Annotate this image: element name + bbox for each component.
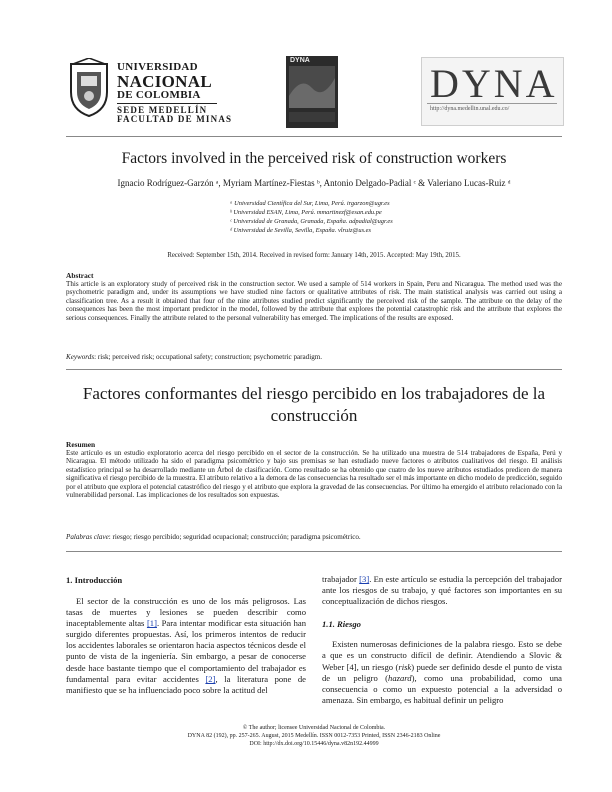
affiliation-d: ᵈ Universidad de Sevilla, Sevilla, España. vlruiz@us.es bbox=[230, 227, 371, 234]
university-line2: NACIONAL bbox=[117, 72, 212, 91]
abstract-heading: Abstract bbox=[66, 271, 94, 280]
footer-license: © The author; licensee Universidad Nacional de Colombia. bbox=[242, 725, 386, 731]
intro-text-c: , la literatura pone de manifiesto que se ha influenciado poco sobre la actitud del bbox=[66, 673, 306, 695]
university-name bbox=[117, 62, 232, 124]
reference-link-1[interactable]: [1] bbox=[146, 618, 157, 629]
left-column bbox=[66, 596, 306, 696]
riesgo-term-risk: risk bbox=[398, 661, 412, 672]
section-1-heading: 1. Introducción bbox=[66, 575, 123, 585]
right-column bbox=[322, 574, 562, 706]
university-line3: DE COLOMBIA bbox=[117, 89, 201, 101]
journal-cover-image bbox=[286, 56, 338, 128]
palabras-text: : riesgo; riesgo percibido; seguridad ocupacional; construcción; paradigma psicométrico. bbox=[108, 533, 361, 541]
riesgo-text-a: Existen numerosas definiciones de la palabra riesgo. Esto se debe a que es un constructo difícil de definir. Atendiendo a Slovic & Weber [4], un riesgo ( bbox=[322, 639, 562, 672]
resumen-heading: Resumen bbox=[66, 440, 96, 449]
header-divider bbox=[66, 136, 562, 137]
journal-cover-art bbox=[286, 56, 338, 128]
footer-citation: DYNA 82 (192), pp. 257-265. August, 2015 Medellín. ISSN 0012-7353 Printed, ISSN 2346-2183 Online bbox=[187, 733, 441, 739]
keywords-text: : risk; perceived risk; occupational safety; construction; psychometric paradigm. bbox=[94, 353, 323, 361]
university-crest-logo bbox=[67, 58, 111, 118]
author-list: Ignacio Rodríguez-Garzón ᵃ, Myriam Martínez-Fiestas ᵇ, Antonio Delgado-Padial ᶜ & Valeriano Lucas-Ruiz ᵈ bbox=[117, 178, 511, 188]
continuation-text-a: trabajador bbox=[322, 574, 360, 584]
article-title-es: Factores conformantes del riesgo percibido en los trabajadores de la construcción bbox=[82, 384, 546, 425]
journal-logo: DYNA bbox=[430, 61, 558, 106]
intro-text-b: . Para intentar modificar esta situación han surgido diferentes propuestas. Así, los primeros intentos de reducir los accidentes laborales se orientaron hacia aspectos técnicos desde el punto de vista de la ingeniería. Sin embargo, a pesar de conocerse desde hace bastante tiempo que el comportamiento del trabajador es fundamental para evitar accidentes bbox=[66, 618, 306, 684]
riesgo-text-b: ) puede ser definido desde el punto de vista de un peligro ( bbox=[322, 661, 562, 683]
reference-link-2[interactable]: [2] bbox=[205, 673, 216, 684]
riesgo-term-hazard: hazard bbox=[388, 672, 412, 683]
affiliation-b: ᵇ Universidad ESAN, Lima, Perú. mmartinezf@esan.edu.pe bbox=[230, 209, 382, 216]
subsection-heading: 1.1. Riesgo bbox=[322, 619, 361, 630]
journal-cover-title: DYNA bbox=[290, 57, 310, 64]
affiliation-c: ᶜ Universidad de Granada, Granada, España. adpadial@ugr.es bbox=[230, 218, 393, 225]
university-line1: UNIVERSIDAD bbox=[117, 61, 198, 73]
intro-text-a: El sector de la construcción es uno de los más peligrosos. Las tasas de muertes y lesiones se pueden describir como inaceptablemente altas bbox=[66, 596, 306, 629]
affiliation-a: ᵃ Universidad Científica del Sur, Lima, Perú. irgarzon@ugr.es bbox=[230, 200, 390, 207]
palabras-clave bbox=[66, 533, 562, 541]
university-line4: SEDE MEDELLÍN bbox=[117, 105, 208, 115]
journal-url[interactable]: http://dyna.medellin.unal.edu.co/ bbox=[430, 106, 510, 112]
keywords-label: Keywords bbox=[66, 353, 95, 361]
intro-continuation bbox=[322, 574, 562, 607]
continuation-text-b: . En este artículo se estudia la percepción del trabajador ante los riesgos de su trabajo, y qué factores son importantes en su conceptualización de dichos riesgos. bbox=[322, 574, 563, 607]
received-dates: Received: September 15th, 2014. Received in revised form: January 14th, 2015. Accepted: May 19th, 2015. bbox=[167, 252, 461, 259]
resumen-text: Este artículo es un estudio exploratorio acerca del riesgo percibido en el sector de la construcción. Se ha utilizado una muestra de 514 trabajadores de España, Perú y Nicaragua. El método utilizado ha sido el paradigma psicométrico y bajo sus premisas se han estudiado nueve factores o atributos cualitativos del riesgo. El análisis estadístico principal se ha desarrollado mediante un Árbol de clasificación. Como resultado se ha obtenido que cuatro de los nueve atributos estudiados predicen de manera significativa el riesgo percibido de la muestra. El atributo relativo a la demora de las consecuencias ha resultado ser el más importante en dicho modelo de predicción, seguido por el atributo que explora el potencial catastrófico del riesgo y el atributo que explora la gravedad de las consecuencias. Por último ha emergido el atributo relacionado con la vulnerabilidad personal. Las implicaciones de los resultados son expuestas. bbox=[66, 449, 562, 500]
university-line5: FACULTAD DE MINAS bbox=[117, 114, 233, 124]
riesgo-paragraph bbox=[322, 639, 562, 706]
riesgo-text-c: ), como una probabilidad, como una consecuencia o como un expuesto potencial a la adversidad o amenaza. Sin embargo, es habitual definir un peligro bbox=[322, 672, 562, 705]
article-title-en: Factors involved in the perceived risk of construction workers bbox=[121, 150, 507, 167]
resumen-divider bbox=[66, 551, 562, 552]
reference-link-3[interactable]: [3] bbox=[359, 574, 370, 584]
journal-logo-divider bbox=[427, 103, 557, 104]
university-divider bbox=[117, 103, 217, 104]
intro-paragraph bbox=[66, 596, 306, 696]
abstract-text: This article is an exploratory study of perceived risk in the construction sector. We used a sample of 514 workers in Spain, Peru and Nicaragua. The method used was the psychometric paradigm and, under its assumptions we have studied nine factors or qualitative attributes of risk. The main statistical analysis was carried out using a classification tree. As a result it obtained that four of the nine attributes studied predict significantly the perceived risk of the sample. The attribute on the delay of the consequences has been the most important predictor in the model, followed by the attribute that explores the potential catastrophic risk and the attribute that explores the serious consequences. Finally the attribute related to the personal vulnerability has emerged. The implications of the results are exposed. bbox=[66, 280, 562, 322]
keywords bbox=[66, 353, 562, 361]
abstract-divider bbox=[66, 369, 562, 370]
footer-doi[interactable]: DOI: http://dx.doi.org/10.15446/dyna.v82n192.44999 bbox=[249, 741, 379, 747]
palabras-label: Palabras clave bbox=[66, 533, 109, 541]
